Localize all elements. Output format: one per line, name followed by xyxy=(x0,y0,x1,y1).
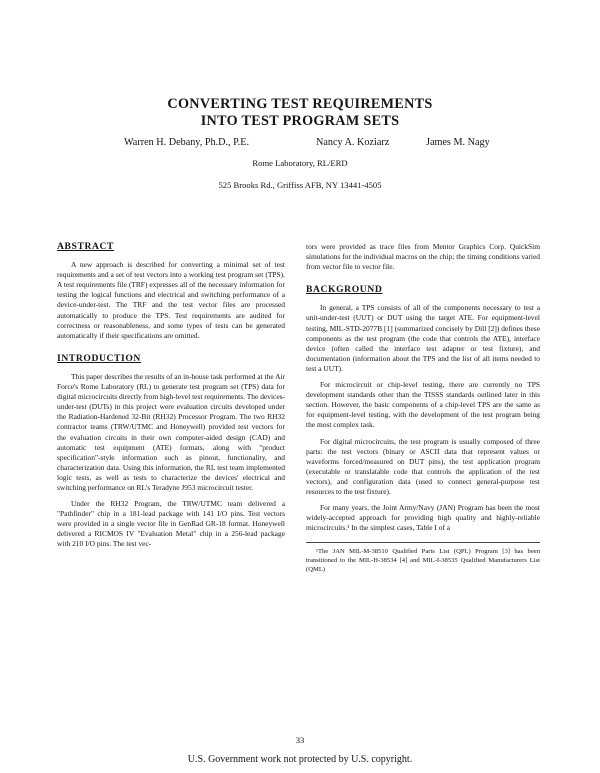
author-koziarz: Nancy A. Koziarz xyxy=(316,137,390,148)
introduction-paragraph-2: Under the RH32 Program, the TRW/UTMC team delivered a "Pathfinder" chip in a 181-lead package with 141 I/O pins. Test vectors were provided in a single vector file in GenRad GR-18 format. Honeywell delivered a RICMOS IV "Evaluation Metal" chip in a 256-lead package with 210 I/O pins. The test vec- xyxy=(57,499,285,549)
introduction-paragraph-2-continued: tors were provided as trace files from Mentor Graphics Corp. QuickSim simulations for the individual macros on the chip; the timing conditions varied from vector file to vector file. xyxy=(306,242,540,272)
background-heading: BACKGROUND xyxy=(306,284,383,296)
title-line-1: CONVERTING TEST REQUIREMENTS xyxy=(167,96,433,112)
abstract-text: A new approach is described for converting a minimal set of test requirements and a set of test vectors into a working test program set (TPS). A test requirements file (TRF) expresses all of the necessary information for testing the logical functions and electrical and switching performance of a device-under-test. The TRF and the test vector files are processed automatically to produce the TPS. Test requirements are audited for correctness or reasonableness, and some types of tests can be generated automatically if their specifications are omitted. xyxy=(57,260,285,340)
author-debany: Warren H. Debany, Ph.D., P.E. xyxy=(124,137,249,148)
copyright-notice: U.S. Government work not protected by U.S. copyright. xyxy=(187,754,413,765)
background-paragraph-2: For microcircuit or chip-level testing, there are currently no TPS development standards other than the TISSS standards outlined later in this section. However, the basic components of a chip-level TPS are the same as for equipment-level testing, with the development of the test program being the most complex task. xyxy=(306,380,540,430)
footnote xyxy=(306,542,540,574)
footnote-text: ¹The JAN MIL-M-38510 Qualified Parts List (QPL) Program [3] has been transitioned to the MIL-H-38534 [4] and MIL-I-38535 Qualified Manufacturers List (QML) xyxy=(306,548,540,574)
background-paragraph-1: In general, a TPS consists of all of the components necessary to test a unit-under-test (UUT) or DUT using the target ATE. For equipment-level testing, MIL-STD-2077B [1] (summarized concisely by Dill [2]) defines these components as the test program (the code that controls the ATE), interface device (often called the interface test adapter or test fixture), and documentation (information about the TPS and the list of all items needed to test a UUT). xyxy=(306,303,540,373)
paper-title xyxy=(0,96,600,130)
affiliation-org: Rome Laboratory, RL/ERD xyxy=(252,158,348,168)
affiliation-address: 525 Brooks Rd., Griffiss AFB, NY 13441-4505 xyxy=(218,180,382,190)
title-line-2: INTO TEST PROGRAM SETS xyxy=(200,113,400,129)
introduction-paragraph-1: This paper describes the results of an in-house task performed at the Air Force's Rome Laboratory (RL) to generate test program set (TPS) data for digital microcircuits directly from high-level test requirements. The devices-under-test (DUTs) in this project were evaluation circuits developed under the Radiation-Hardened 32-Bit (RH32) Processor Program. The two RH32 contractor teams (TRW/UTMC and Honeywell) provided test vectors for the evaluation circuits in their own computer-aided design (CAD) and automatic test equipment (ATE) formats, along with "product specification"-style information such as pinout, functionality, and characterization data. Using this information, the RL test team implemented logic tests, as well as tests to characterize the devices' electrical and switching performance on RL's Teradyne J953 microcircuit tester. xyxy=(57,371,285,492)
background-paragraph-4: For many years, the Joint Army/Navy (JAN) Program has been the most widely-accepted approach for providing high quality and highly-reliable microcircuits.¹ In the simplest cases, Table I of a xyxy=(306,503,540,533)
left-column xyxy=(57,242,285,550)
introduction-heading: INTRODUCTION xyxy=(57,352,141,364)
page-number: 33 xyxy=(295,735,305,745)
author-nagy: James M. Nagy xyxy=(426,137,490,148)
abstract-heading: ABSTRACT xyxy=(57,241,115,252)
right-column xyxy=(306,242,540,574)
background-paragraph-3: For digital microcircuits, the test program is usually composed of three parts: the test vectors (binary or ASCII data that represent values or waveforms forced/measured on DUT pins), the test application program (executable or translatable code that controls the application of the test vectors), and configuration data (used to connect general-purpose test resources to the test fixture). xyxy=(306,436,540,496)
